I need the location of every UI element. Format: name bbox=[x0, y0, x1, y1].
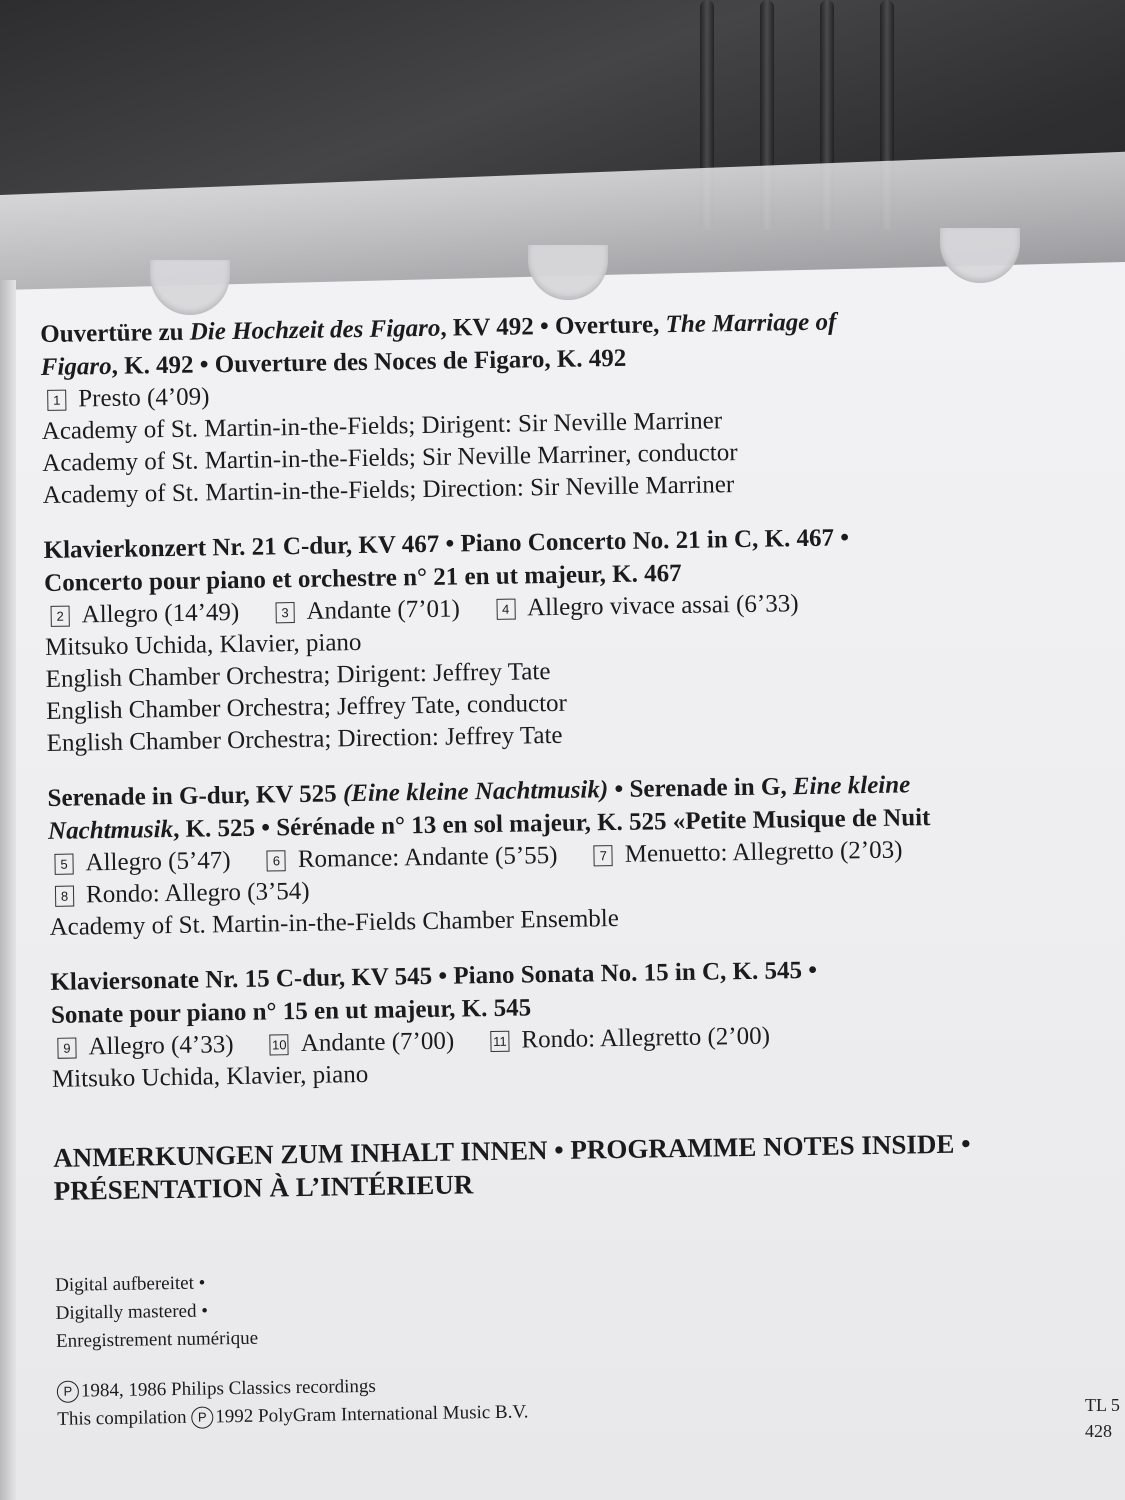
track-label: Allegro (14’49) bbox=[81, 598, 240, 629]
work-piano-concerto-21 bbox=[43, 517, 1116, 760]
performer-line: Academy of St. Martin-in-the-Fields; Direction: Sir Neville Marriner bbox=[42, 471, 735, 509]
title-text: , K. 492 • Ouverture des Noces de Figaro, K. 492 bbox=[111, 344, 627, 380]
track-number: 7 bbox=[594, 845, 613, 866]
notes-line: PRÉSENTATION À L’INTÉRIEUR bbox=[53, 1169, 474, 1206]
title-text: • Serenade in G, bbox=[608, 773, 794, 804]
track-label: Presto (4’09) bbox=[78, 383, 210, 413]
track-number: 5 bbox=[54, 854, 73, 875]
performer-line: English Chamber Orchestra; Jeffrey Tate, conductor bbox=[45, 689, 568, 725]
track-label: Allegro vivace assai (6’33) bbox=[526, 590, 799, 622]
track-label: Andante (7’01) bbox=[306, 595, 461, 625]
title-text: , K. 525 • Sérénade n° 13 en sol majeur, K. 525 «Petite Musique de Nuit bbox=[172, 804, 931, 843]
track-number: 2 bbox=[51, 606, 70, 627]
track-item bbox=[57, 1029, 234, 1064]
digital-line: Digital aufbereitet • bbox=[55, 1272, 206, 1296]
track-item bbox=[496, 588, 799, 625]
track-label: Menuetto: Allegretto (2’03) bbox=[624, 836, 903, 868]
track-number: 1 bbox=[47, 390, 66, 411]
title-text: , KV 492 • Overture, bbox=[440, 311, 666, 342]
performer-line: Mitsuko Uchida, Klavier, piano bbox=[51, 1060, 369, 1093]
title-italic-text: Die Hochzeit des Figaro bbox=[189, 314, 441, 346]
work-title: Klavierkonzert Nr. 21 C-dur, KV 467 • Piano Concerto No. 21 in C, K. 467 • bbox=[43, 524, 850, 564]
catalog-number bbox=[1085, 1392, 1125, 1444]
work-title: Sonate pour piano n° 15 en ut majeur, K. 545 bbox=[50, 994, 532, 1029]
work-title: Concerto pour piano et orchestre n° 21 en ut majeur, K. 467 bbox=[43, 559, 682, 597]
track-item bbox=[594, 835, 903, 872]
performer-line: Academy of St. Martin-in-the-Fields Chamber Ensemble bbox=[49, 904, 620, 941]
performer-line: Academy of St. Martin-in-the-Fields; Dirigent: Sir Neville Marriner bbox=[41, 407, 723, 445]
track-item bbox=[54, 845, 231, 880]
title-italic-text: Eine kleine bbox=[792, 771, 911, 801]
track-number: 10 bbox=[270, 1034, 289, 1055]
track-listing bbox=[40, 301, 1125, 1434]
phonogram-icon: P bbox=[191, 1406, 213, 1428]
copyright-text: 1984, 1986 Philips Classics recordings bbox=[80, 1375, 377, 1402]
catalog-line: TL 5 bbox=[1085, 1395, 1120, 1415]
work-piano-sonata-15 bbox=[50, 949, 1122, 1096]
copyright-text: This compilation bbox=[57, 1406, 187, 1430]
copyright-text: 1992 PolyGram International Music B.V. bbox=[215, 1401, 529, 1428]
track-item bbox=[490, 1021, 770, 1057]
track-label: Andante (7’00) bbox=[300, 1027, 455, 1057]
programme-notes-heading bbox=[53, 1125, 1124, 1208]
track-item bbox=[50, 597, 239, 632]
track-label: Allegro (5’47) bbox=[85, 847, 231, 877]
title-italic-text: The Marriage of bbox=[665, 308, 837, 339]
title-italic-text: Nachtmusik bbox=[47, 815, 174, 845]
title-italic-text: Figaro bbox=[40, 352, 112, 381]
title-text: Ouvertüre zu bbox=[40, 318, 190, 348]
track-item bbox=[275, 593, 460, 628]
track-label: Romance: Andante (5’55) bbox=[297, 841, 558, 874]
track-item bbox=[55, 876, 310, 912]
notes-line: ANMERKUNGEN ZUM INHALT INNEN • PROGRAMME NOTES INSIDE • bbox=[52, 1128, 971, 1173]
track-number: 4 bbox=[496, 599, 515, 620]
work-figaro-overture bbox=[40, 301, 1113, 512]
track-item bbox=[267, 840, 558, 877]
track-item bbox=[270, 1026, 455, 1061]
digital-line: Digitally mastered • bbox=[55, 1300, 209, 1324]
work-eine-kleine-nachtmusik bbox=[47, 765, 1119, 944]
performer-line: Mitsuko Uchida, Klavier, piano bbox=[44, 628, 362, 661]
performer-line: English Chamber Orchestra; Direction: Jeffrey Tate bbox=[46, 721, 563, 757]
insert-left-edge bbox=[0, 280, 16, 1500]
title-text: Serenade in G-dur, KV 525 bbox=[47, 780, 344, 812]
track-number: 8 bbox=[55, 886, 74, 907]
track-item bbox=[47, 381, 210, 416]
catalog-line: 428 bbox=[1085, 1421, 1112, 1441]
phonogram-icon: P bbox=[57, 1381, 79, 1403]
digital-mastering-info bbox=[55, 1255, 1125, 1356]
performer-line: Academy of St. Martin-in-the-Fields; Sir Neville Marriner, conductor bbox=[42, 439, 738, 477]
track-label: Rondo: Allegro (3’54) bbox=[85, 877, 310, 909]
track-number: 3 bbox=[275, 602, 294, 623]
work-title: Klaviersonate Nr. 15 C-dur, KV 545 • Piano Sonata No. 15 in C, K. 545 • bbox=[50, 956, 818, 996]
title-italic-text: (Eine kleine Nachtmusik) bbox=[342, 776, 609, 808]
track-number: 11 bbox=[490, 1031, 509, 1052]
track-number: 6 bbox=[267, 850, 286, 871]
digital-line: Enregistrement numérique bbox=[55, 1327, 259, 1352]
track-label: Allegro (4’33) bbox=[88, 1031, 234, 1061]
track-number: 9 bbox=[57, 1038, 76, 1059]
track-label: Rondo: Allegretto (2’00) bbox=[521, 1022, 771, 1054]
performer-line: English Chamber Orchestra; Dirigent: Jeffrey Tate bbox=[45, 658, 551, 693]
